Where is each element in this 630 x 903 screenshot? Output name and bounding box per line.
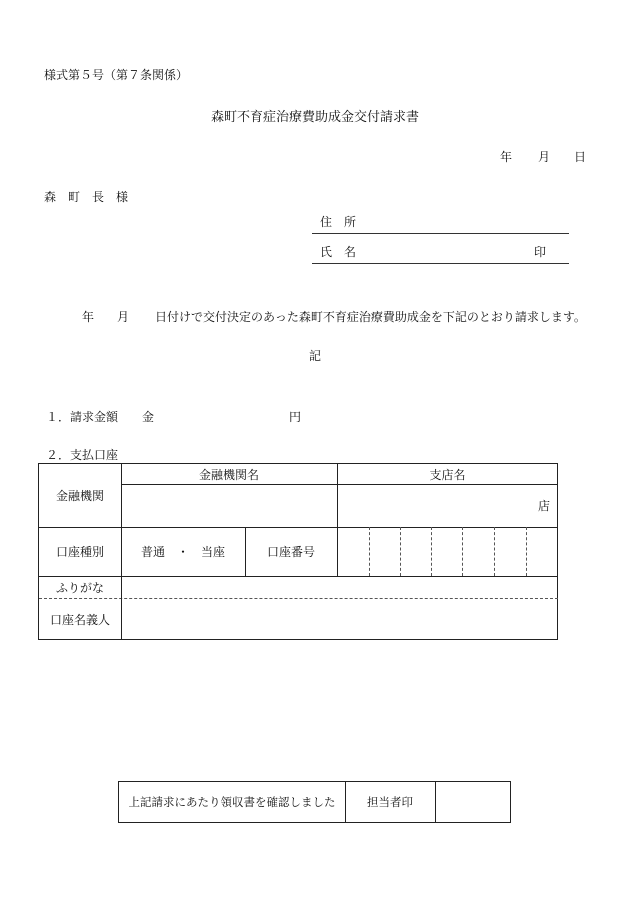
account-number-field[interactable]: [337, 527, 558, 576]
date-day: 日: [574, 150, 587, 164]
body-sentence: 日付けで交付決定のあった森町不育症治療費助成金を下記のとおり請求します。: [155, 310, 586, 324]
branch-suffix: 店: [537, 499, 550, 513]
body-year: 年: [82, 310, 95, 324]
amount-unit: 円: [289, 410, 302, 424]
officer-seal-field[interactable]: [435, 782, 510, 822]
document-title: 森町不育症治療費助成金交付請求書: [210, 110, 419, 125]
holder-field[interactable]: [121, 598, 558, 640]
furigana-label: ふりがな: [55, 580, 104, 595]
officer-seal-label: 担当者印: [367, 795, 413, 809]
address-line[interactable]: [312, 233, 569, 234]
address-label: 住 所: [320, 215, 357, 229]
confirmation-box: [118, 781, 511, 823]
account-type-label: 口座種別: [55, 545, 104, 559]
name-line[interactable]: [312, 263, 569, 264]
name-label: 氏 名: [320, 245, 357, 259]
seal-label: 印: [534, 245, 547, 259]
confirmation-statement: 上記請求にあたり領収書を確認しました: [128, 795, 336, 809]
account-label: ２．支払口座: [46, 448, 119, 462]
institution-label: 金融機関: [55, 489, 104, 503]
amount-label: １．請求金額: [46, 410, 119, 424]
date-month: 月: [538, 150, 551, 164]
institution-name-field[interactable]: [121, 484, 337, 527]
account-type-options[interactable]: 普通 ・ 当座: [140, 545, 225, 559]
date-year: 年: [500, 150, 513, 164]
holder-label: 口座名義人: [49, 612, 110, 627]
body-month: 月: [117, 310, 130, 324]
addressee: 森 町 長 様: [44, 190, 129, 204]
furigana-field[interactable]: [121, 576, 558, 598]
account-number-label: 口座番号: [266, 545, 315, 559]
branch-header: 支店名: [429, 467, 466, 482]
form-number: 様式第５号（第７条関係）: [44, 68, 189, 82]
amount-prefix: 金: [142, 410, 155, 424]
institution-name-header: 金融機関名: [198, 467, 259, 482]
ki-mark: 記: [308, 349, 321, 363]
branch-field[interactable]: [337, 484, 558, 527]
bank-account-table: [38, 463, 558, 640]
